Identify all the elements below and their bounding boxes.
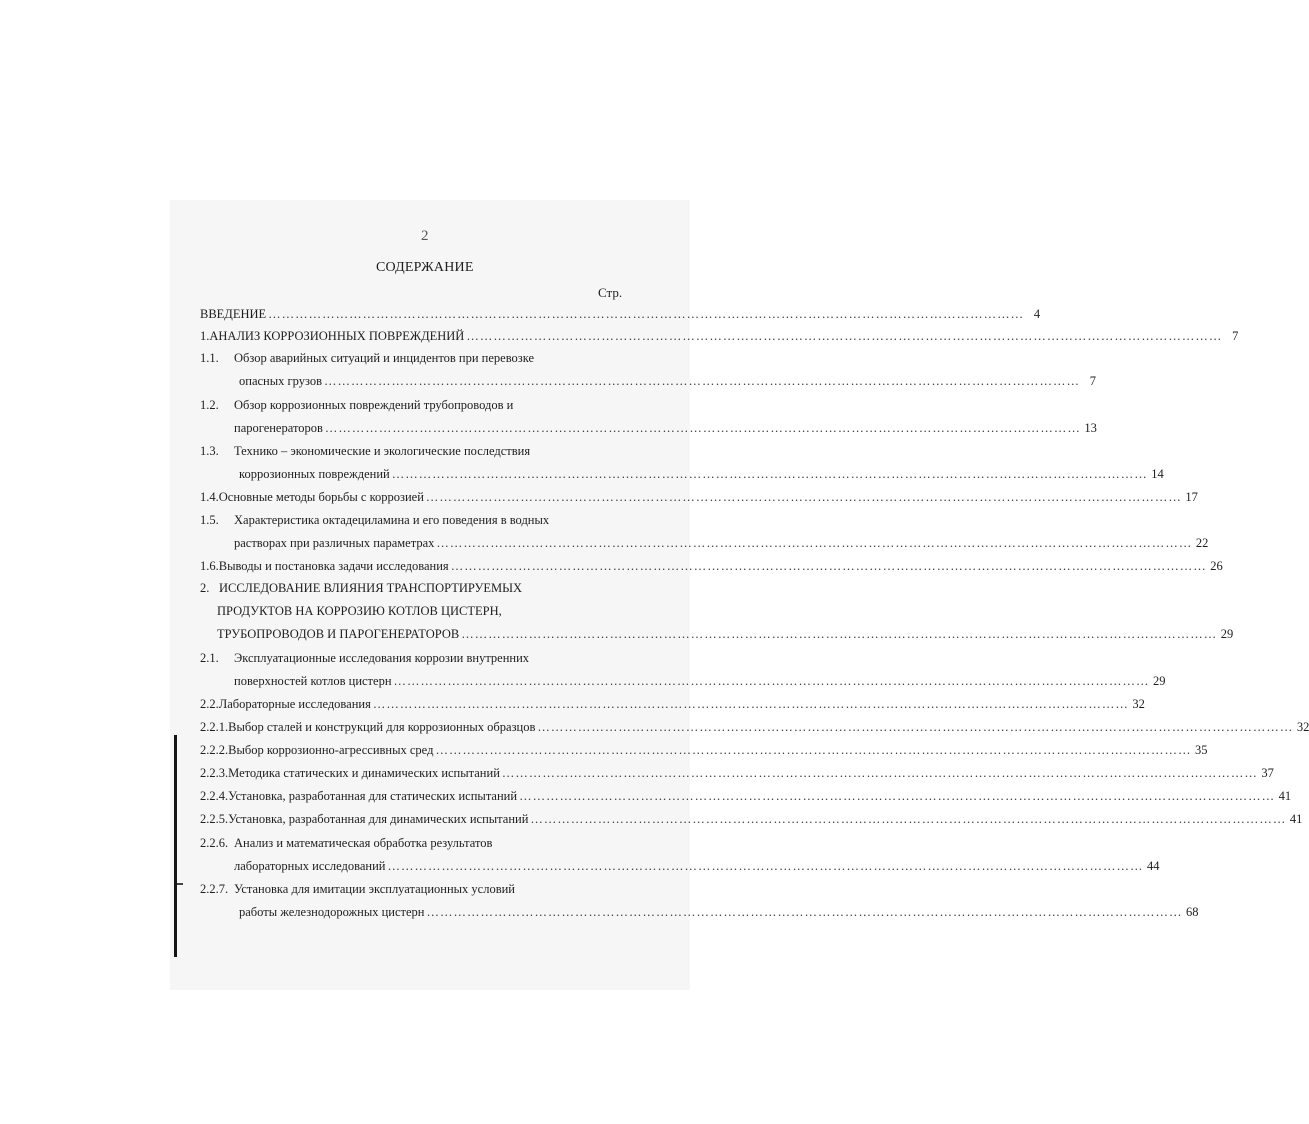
toc-entry-number: 2.2. <box>200 697 219 711</box>
toc-leader-dots: …………………………………………………………………………………………………………………………………………………… <box>450 559 1207 573</box>
toc-entry-title: Выбор коррозионно-агрессивных сред <box>228 743 434 757</box>
toc-entry <box>200 836 623 854</box>
toc-entry-number: 1. <box>200 329 210 343</box>
toc-entry-page: 7 <box>1232 329 1239 343</box>
toc-leader-dots: …………………………………………………………………………………………………………………………………………………… <box>393 674 1150 688</box>
toc-entry <box>234 536 1209 554</box>
toc-entry-title: растворах при различных параметрах <box>234 536 435 550</box>
toc-entry <box>200 307 1041 325</box>
toc-entry-title: Установка, разработанная для динамических испытаний <box>228 812 529 826</box>
binding-shadow-line <box>174 735 177 957</box>
toc-entry-number: 1.1. <box>200 351 219 365</box>
toc-entry <box>200 882 623 900</box>
toc-entry-number: 2.2.5. <box>200 812 229 826</box>
toc-entry <box>217 627 1234 645</box>
toc-entry-number: 1.2. <box>200 398 219 412</box>
toc-entry <box>234 674 1166 692</box>
toc-entry-page: 32 <box>1132 697 1145 711</box>
toc-entry-title: ИССЛЕДОВАНИЕ ВЛИЯНИЯ ТРАНСПОРТИРУЕМЫХ <box>219 581 523 595</box>
toc-entry <box>239 467 1164 485</box>
toc-entry-number: 2.2.1. <box>200 720 229 734</box>
toc-entry <box>200 444 623 462</box>
toc-entry-number: 2.2.7. <box>200 882 229 896</box>
toc-entry-title: Технико – экономические и экологические последствия <box>234 444 531 458</box>
toc-entry <box>200 329 1239 347</box>
toc-entry-number: 2.2.6. <box>200 836 229 850</box>
toc-entry <box>200 766 1274 784</box>
toc-leader-dots: …………………………………………………………………………………………………………………………………………………… <box>530 812 1287 826</box>
toc-leader-dots: …………………………………………………………………………………………………………………………………………………… <box>435 743 1192 757</box>
toc-leader-dots: …………………………………………………………………………………………………………………………………………………… <box>387 859 1144 873</box>
toc-entry-number: 2.2.4. <box>200 789 229 803</box>
toc-entry-page: 22 <box>1195 536 1209 550</box>
toc-entry <box>200 490 1198 508</box>
toc-entry-title: Лабораторные исследования <box>218 697 371 711</box>
toc-entry-page: 32 <box>1296 720 1309 734</box>
toc-entry-title: Выбор сталей и конструкций для коррозионных образцов <box>228 720 536 734</box>
toc-entry-page: 7 <box>1089 374 1096 388</box>
toc-entry <box>200 513 623 531</box>
toc-entry-page: 44 <box>1147 859 1160 873</box>
toc-entry-page: 37 <box>1261 766 1274 780</box>
toc-entry <box>200 789 1292 807</box>
binding-mark <box>177 883 183 885</box>
page-number: 2 <box>421 228 429 244</box>
toc-leader-dots: …………………………………………………………………………………………………………………………………………………… <box>537 720 1294 734</box>
toc-entry-title: Эксплуатационные исследования коррозии внутренних <box>234 651 530 665</box>
toc-entry-page: 4 <box>1033 307 1041 321</box>
toc-entry-page: 35 <box>1194 743 1208 757</box>
toc-entry <box>239 905 1199 923</box>
toc-entry-page: 41 <box>1289 812 1303 826</box>
toc-entry <box>200 743 1208 761</box>
toc-entry-title: поверхностей котлов цистерн <box>234 674 392 688</box>
page-title: СОДЕРЖАНИЕ <box>376 260 474 275</box>
page-column-label: Стр. <box>598 285 623 300</box>
toc-entry-title: Обзор аварийных ситуаций и инцидентов при перевозке <box>234 351 535 365</box>
toc-entry-title: лабораторных исследований <box>234 859 386 873</box>
toc-entry-page: 29 <box>1153 674 1166 688</box>
toc-entry-title: ВВЕДЕНИЕ <box>200 307 267 321</box>
toc-leader-dots: …………………………………………………………………………………………………………………………………………………… <box>461 627 1218 641</box>
toc-entry <box>200 559 1223 577</box>
toc-entry <box>200 697 1145 715</box>
toc-entry <box>200 651 623 669</box>
toc-entry <box>200 398 623 416</box>
toc-entry <box>234 859 1160 877</box>
toc-entry-title: Обзор коррозионных повреждений трубопроводов и <box>234 398 514 412</box>
toc-entry-title: ПРОДУКТОВ НА КОРРОЗИЮ КОТЛОВ ЦИСТЕРН, <box>217 604 502 618</box>
toc-leader-dots: …………………………………………………………………………………………………………………………………………………… <box>372 697 1129 711</box>
toc-entry-page: 26 <box>1210 559 1223 573</box>
toc-entry <box>200 720 1309 738</box>
toc-leader-dots: …………………………………………………………………………………………………………………………………………………… <box>519 789 1276 803</box>
toc-entry-number: 1.5. <box>200 513 219 527</box>
toc-entry-page: 13 <box>1084 421 1097 435</box>
toc-entry-page: 17 <box>1185 490 1198 504</box>
toc-entry-title: опасных грузов <box>239 374 322 388</box>
toc-entry <box>200 581 623 599</box>
toc-entry <box>217 604 623 622</box>
toc-entry-title: работы железнодорожных цистерн <box>239 905 425 919</box>
toc-leader-dots: …………………………………………………………………………………………………………………………………………………… <box>324 421 1081 435</box>
toc-entry-page: 68 <box>1185 905 1199 919</box>
toc-entry-title: Основные методы борьбы с коррозией <box>218 490 424 504</box>
toc-entry-title: парогенераторов <box>234 421 323 435</box>
toc-entry-title: Выводы и постановка задачи исследования <box>218 559 449 573</box>
toc-entry-number: 1.6. <box>200 559 219 573</box>
toc-entry-number: 2. <box>200 581 210 595</box>
toc-leader-dots: …………………………………………………………………………………………………………………………………………………… <box>268 307 1025 321</box>
toc-leader-dots: …………………………………………………………………………………………………………………………………………………… <box>425 490 1182 504</box>
toc-leader-dots: …………………………………………………………………………………………………………………………………………………… <box>466 329 1223 343</box>
toc-entry-page: 41 <box>1278 789 1292 803</box>
toc-leader-dots: …………………………………………………………………………………………………………………………………………………… <box>501 766 1258 780</box>
toc-entry <box>234 421 1097 439</box>
toc-leader-dots: …………………………………………………………………………………………………………………………………………………… <box>323 374 1080 388</box>
toc-entry-title: Установка, разработанная для статических испытаний <box>228 789 518 803</box>
toc-entry-title: Методика статических и динамических испытаний <box>228 766 500 780</box>
toc-entry-title: коррозионных повреждений <box>239 467 390 481</box>
toc-entry <box>200 812 1303 830</box>
toc-entry-title: АНАЛИЗ КОРРОЗИОННЫХ ПОВРЕЖДЕНИЙ <box>209 329 465 343</box>
toc-leader-dots: …………………………………………………………………………………………………………………………………………………… <box>426 905 1183 919</box>
toc-entry-title: Установка для имитации эксплуатационных условий <box>234 882 515 896</box>
toc-entry-number: 2.2.2. <box>200 743 229 757</box>
toc-entry-title: Характеристика октадециламина и его поведения в водных <box>234 513 550 527</box>
toc-entry-page: 29 <box>1220 627 1234 641</box>
toc-entry-number: 2.1. <box>200 651 219 665</box>
toc-entry-number: 1.3. <box>200 444 219 458</box>
toc-entry-title: ТРУБОПРОВОДОВ И ПАРОГЕНЕРАТОРОВ <box>217 627 460 641</box>
toc-entry-page: 14 <box>1151 467 1164 481</box>
toc-leader-dots: …………………………………………………………………………………………………………………………………………………… <box>436 536 1193 550</box>
toc-entry-number: 1.4. <box>200 490 219 504</box>
toc-entry <box>239 374 1096 392</box>
toc-leader-dots: …………………………………………………………………………………………………………………………………………………… <box>391 467 1148 481</box>
toc-entry-title: Анализ и математическая обработка результатов <box>234 836 493 850</box>
toc-entry <box>200 351 616 369</box>
toc-entry-number: 2.2.3. <box>200 766 229 780</box>
